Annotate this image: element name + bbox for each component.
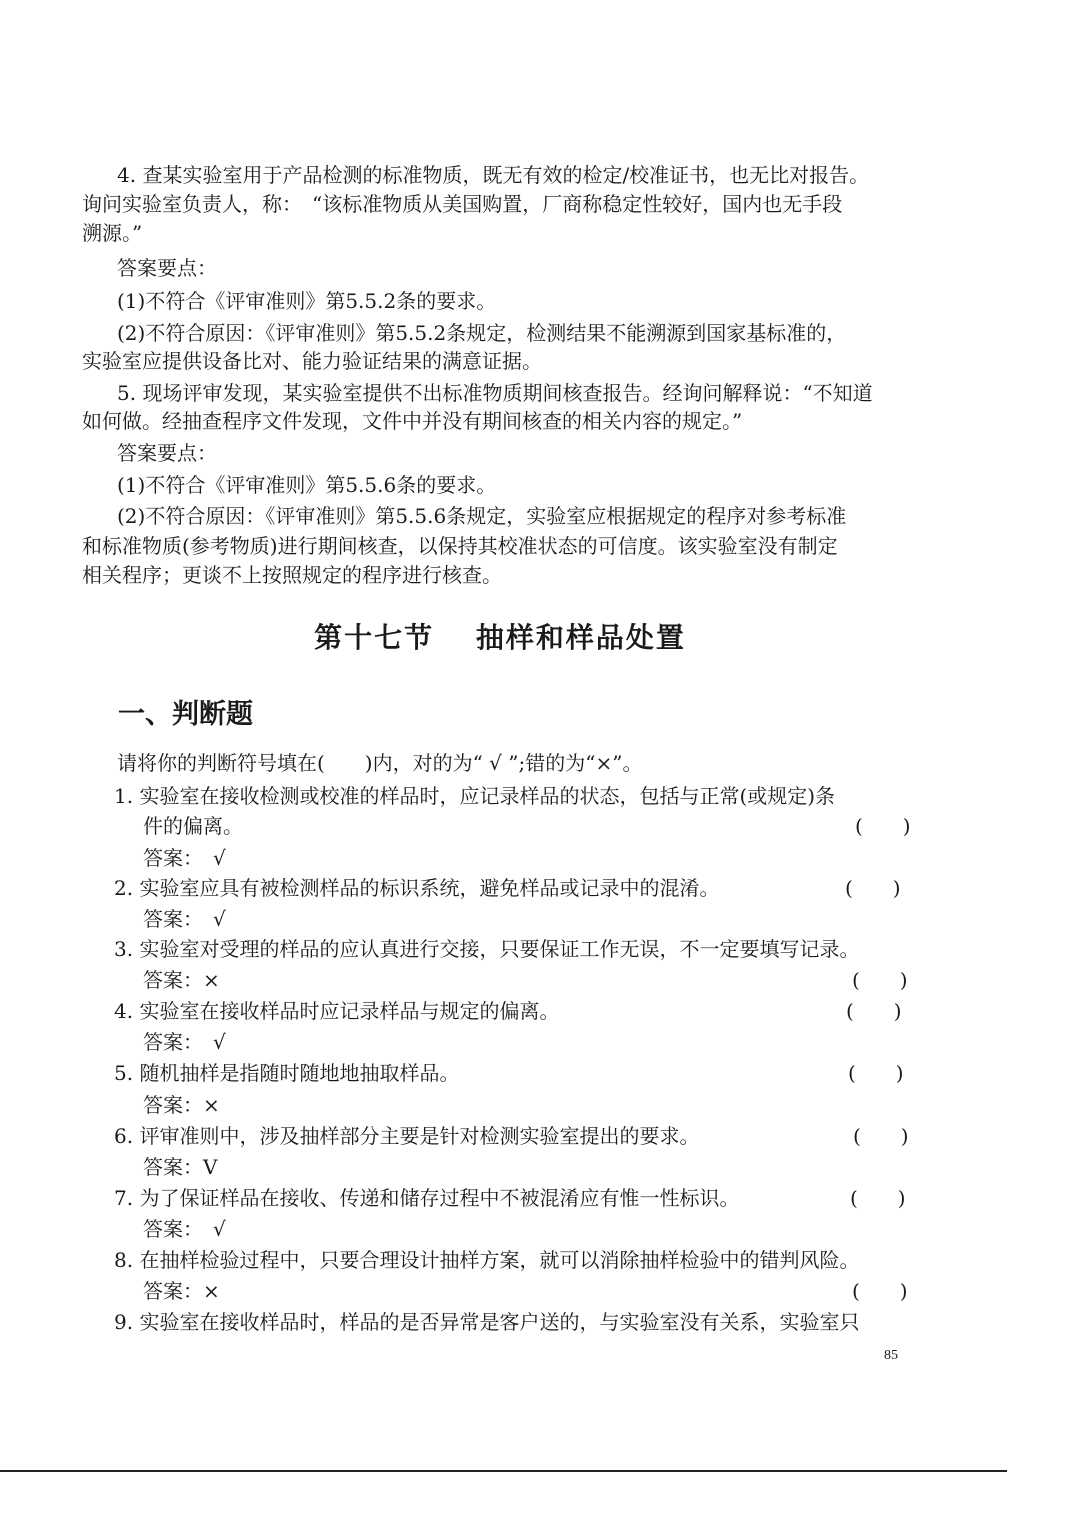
section-title: 第十七节 抽样和样品处置: [314, 621, 686, 654]
case5-point2-line1: (2)不符合原因：《评审准则》第5.5.6条规定，实验室应根据规定的程序对参考标准: [117, 504, 847, 528]
question-1-line2: 件的偏离。: [143, 814, 243, 838]
case4-answer-label: 答案要点：: [117, 256, 217, 280]
question-4: 4. 实验室在接收样品时应记录样品与规定的偏离。: [114, 999, 560, 1023]
question-2: 2. 实验室应具有被检测样品的标识系统，避免样品或记录中的混淆。: [114, 876, 720, 900]
answer-5: 答案：×: [143, 1093, 220, 1117]
answer-blank-5: ( ): [848, 1061, 904, 1085]
case5-answer-label: 答案要点：: [117, 441, 217, 465]
case4-line3: 溯源。”: [82, 221, 143, 245]
question-5: 5. 随机抽样是指随时随地地抽取样品。: [114, 1061, 460, 1085]
case4-point2-line2: 实验室应提供设备比对、能力验证结果的满意证据。: [82, 349, 542, 373]
answer-blank-3: ( ): [852, 968, 908, 992]
case5-line2: 如何做。经抽查程序文件发现，文件中并没有期间核查的相关内容的规定。”: [82, 409, 743, 433]
answer-6: 答案：V: [143, 1155, 218, 1179]
subsection-title: 一、判断题: [118, 699, 253, 730]
case4-point2-line1: (2)不符合原因：《评审准则》第5.5.2条规定，检测结果不能溯源到国家基标准的，: [117, 321, 847, 345]
case4-point1: (1)不符合《评审准则》第5.5.2条的要求。: [117, 289, 497, 313]
footer-rule: [0, 1470, 1007, 1472]
answer-blank-8: ( ): [852, 1279, 908, 1303]
answer-blank-2: ( ): [845, 876, 901, 900]
answer-blank-7: ( ): [850, 1186, 906, 1210]
question-8: 8. 在抽样检验过程中，只要合理设计抽样方案，就可以消除抽样检验中的错判风险。: [114, 1248, 860, 1272]
answer-1: 答案： √: [143, 846, 226, 870]
page-number: 85: [884, 1348, 898, 1363]
answer-2: 答案： √: [143, 907, 226, 931]
instruction: 请将你的判断符号填在( )内，对的为“ √ ”;错的为“×”。: [117, 751, 643, 775]
case5-point2-line3: 相关程序；更谈不上按照规定的程序进行核查。: [82, 563, 502, 587]
case4-line2: 询问实验室负责人，称： “该标准物质从美国购置，厂商称稳定性较好，国内也无手段: [82, 192, 843, 216]
question-7: 7. 为了保证样品在接收、传递和储存过程中不被混淆应有惟一性标识。: [114, 1186, 740, 1210]
answer-blank-1: ( ): [855, 814, 911, 838]
answer-8: 答案：×: [143, 1279, 220, 1303]
case5-point1: (1)不符合《评审准则》第5.5.6条的要求。: [117, 473, 497, 497]
question-6: 6. 评审准则中，涉及抽样部分主要是针对检测实验室提出的要求。: [114, 1124, 700, 1148]
answer-7: 答案： √: [143, 1217, 226, 1241]
answer-3: 答案：×: [143, 968, 220, 992]
answer-blank-6: ( ): [853, 1124, 909, 1148]
answer-blank-4: ( ): [846, 999, 902, 1023]
case5-line1: 5. 现场评审发现，某实验室提供不出标准物质期间核查报告。经询问解释说：“不知道: [117, 381, 873, 405]
answer-4: 答案： √: [143, 1030, 226, 1054]
question-9: 9. 实验室在接收样品时，样品的是否异常是客户送的，与实验室没有关系，实验室只: [114, 1310, 860, 1334]
case4-line1: 4. 查某实验室用于产品检测的标准物质，既无有效的检定/校准证书，也无比对报告。: [117, 163, 870, 187]
question-1: 1. 实验室在接收检测或校准的样品时，应记录样品的状态，包括与正常(或规定)条: [114, 784, 836, 808]
case5-point2-line2: 和标准物质(参考物质)进行期间核查，以保持其校准状态的可信度。该实验室没有制定: [82, 534, 838, 558]
question-3: 3. 实验室对受理的样品的应认真进行交接，只要保证工作无误，不一定要填写记录。: [114, 937, 860, 961]
